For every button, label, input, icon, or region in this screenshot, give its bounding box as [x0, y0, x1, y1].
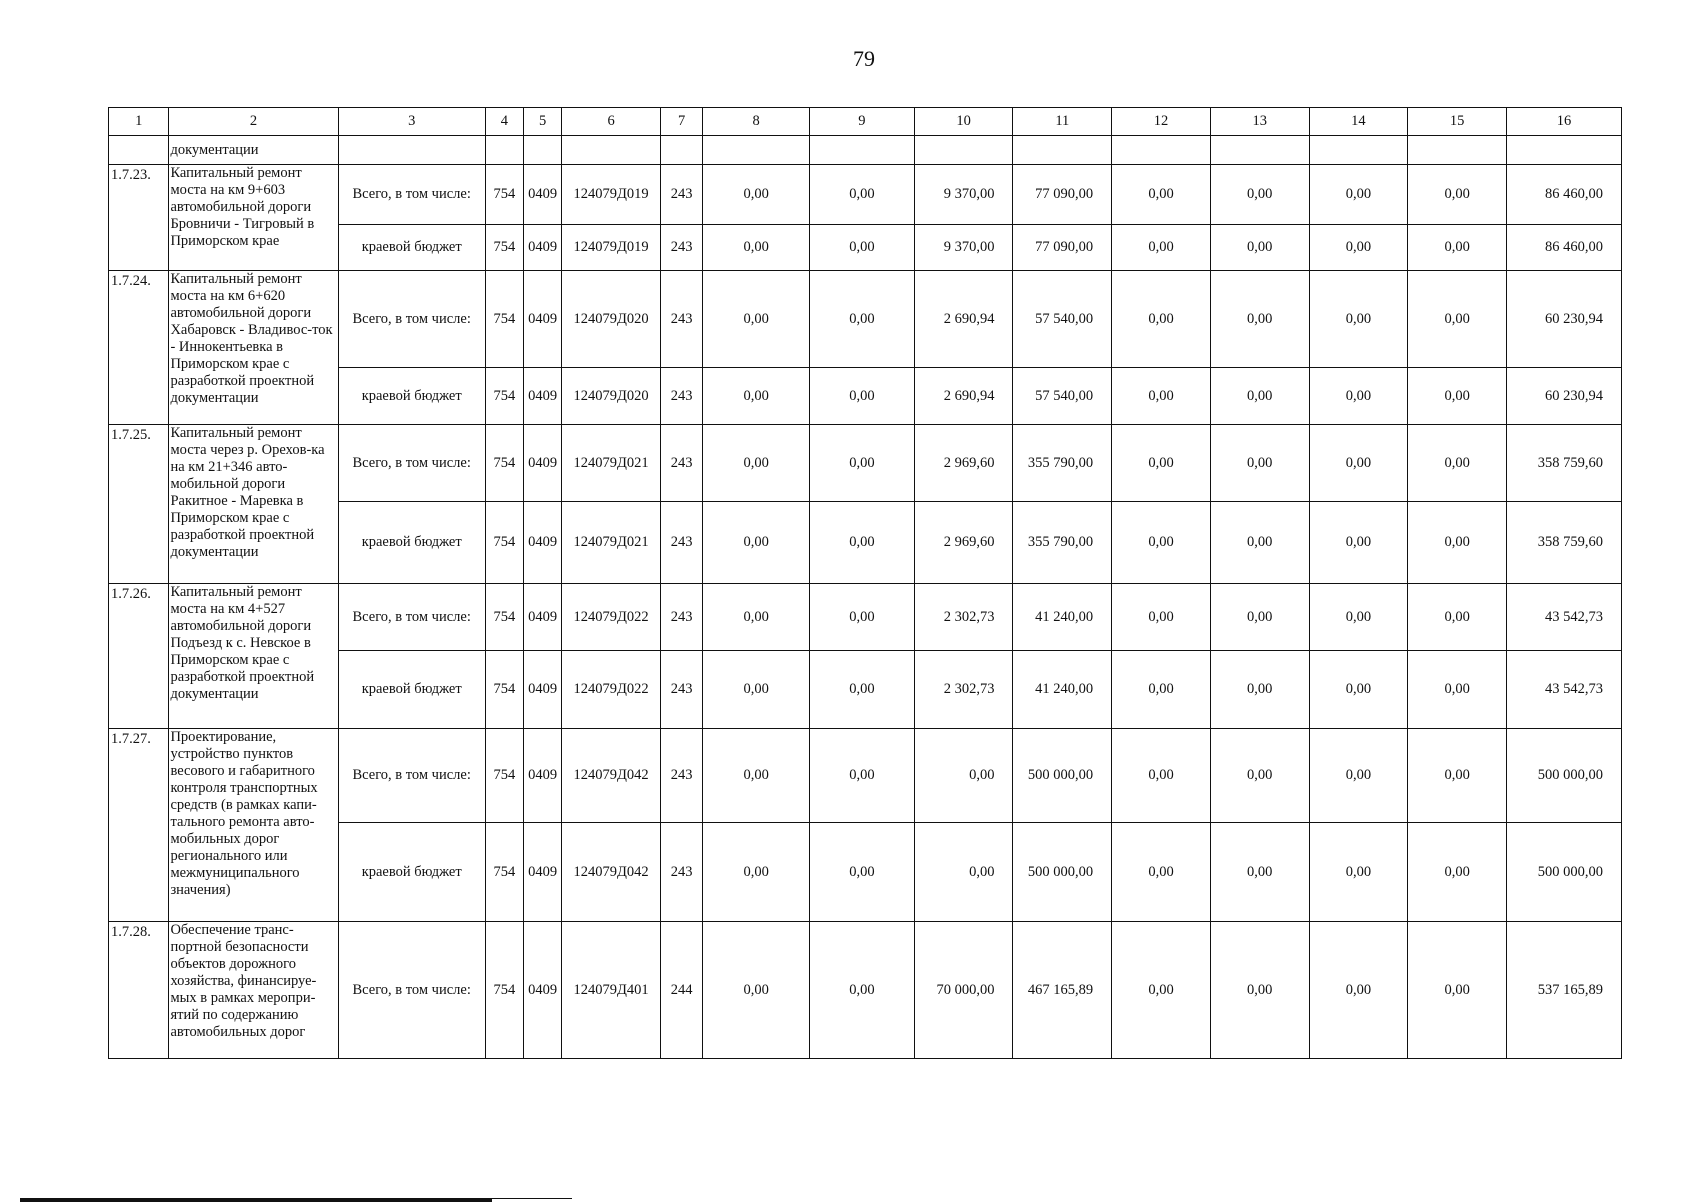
cell-c12: 0,00	[1112, 584, 1211, 651]
funding-source: краевой бюджет	[338, 368, 485, 425]
header-cell: 2	[169, 108, 338, 136]
table-row	[109, 584, 1622, 651]
funding-source: краевой бюджет	[338, 651, 485, 729]
cell-c6: 124079Д019	[562, 165, 661, 225]
cell-c7: 243	[660, 368, 702, 425]
cell-c15: 0,00	[1408, 584, 1507, 651]
cell-c4: 754	[485, 922, 523, 1059]
cell-c11: 355 790,00	[1013, 425, 1112, 502]
cell-c16: 43 542,73	[1506, 651, 1621, 729]
cell-c13: 0,00	[1210, 651, 1309, 729]
cell-c5: 0409	[523, 922, 561, 1059]
item-name: Обеспечение транс-портной безопасности объектов дорожного хозяйства, финансируе-мых в рамках меропри-ятий по содержанию автомобильных дорог	[169, 922, 338, 1059]
cell-c14: 0,00	[1309, 271, 1408, 368]
cell-c11: 77 090,00	[1013, 165, 1112, 225]
cell-c11: 500 000,00	[1013, 729, 1112, 823]
header-cell: 16	[1506, 108, 1621, 136]
cell-c10: 2 302,73	[914, 651, 1013, 729]
header-cell: 12	[1112, 108, 1211, 136]
cell-c15: 0,00	[1408, 425, 1507, 502]
cell-c12: 0,00	[1112, 165, 1211, 225]
cell-c16: 60 230,94	[1506, 271, 1621, 368]
cell-c10: 0,00	[914, 729, 1013, 823]
cell-c12: 0,00	[1112, 651, 1211, 729]
table-body	[109, 136, 1622, 1059]
cell-c12: 0,00	[1112, 225, 1211, 271]
funding-source: Всего, в том числе:	[338, 271, 485, 368]
cell-c10: 2 690,94	[914, 271, 1013, 368]
table-row	[109, 425, 1622, 502]
cell-c14: 0,00	[1309, 823, 1408, 922]
cell-c16: 500 000,00	[1506, 823, 1621, 922]
cell-c10: 2 302,73	[914, 584, 1013, 651]
cell-c10: 0,00	[914, 823, 1013, 922]
cell-c8: 0,00	[703, 165, 810, 225]
page-number: 79	[853, 46, 875, 71]
cell-c5: 0409	[523, 271, 561, 368]
cell-c7: 243	[660, 729, 702, 823]
cell-c6: 124079Д019	[562, 225, 661, 271]
cell-c12: 0,00	[1112, 425, 1211, 502]
cell-c7: 243	[660, 425, 702, 502]
cell-c11: 57 540,00	[1013, 368, 1112, 425]
cell-c4: 754	[485, 584, 523, 651]
cell-c16: 358 759,60	[1506, 425, 1621, 502]
header-cell: 1	[109, 108, 169, 136]
cell-c7: 243	[660, 502, 702, 584]
cell-c5: 0409	[523, 729, 561, 823]
cell-c8: 0,00	[703, 729, 810, 823]
cell-c15: 0,00	[1408, 651, 1507, 729]
table-row	[109, 165, 1622, 225]
cell-c4: 754	[485, 651, 523, 729]
cell-c6: 124079Д020	[562, 368, 661, 425]
cell-c7: 243	[660, 271, 702, 368]
cell-c6: 124079Д021	[562, 502, 661, 584]
footer-rule-thick	[20, 1198, 492, 1202]
cell-c9: 0,00	[810, 368, 915, 425]
cell-c6: 124079Д021	[562, 425, 661, 502]
cell-c6: 124079Д022	[562, 651, 661, 729]
cell-c9: 0,00	[810, 225, 915, 271]
cell-c11: 355 790,00	[1013, 502, 1112, 584]
cell-c14: 0,00	[1309, 651, 1408, 729]
header-cell: 3	[338, 108, 485, 136]
cell-c13: 0,00	[1210, 729, 1309, 823]
cell-c9: 0,00	[810, 165, 915, 225]
cell-c10: 70 000,00	[914, 922, 1013, 1059]
header-cell: 9	[810, 108, 915, 136]
header-cell: 7	[660, 108, 702, 136]
cell-c8: 0,00	[703, 922, 810, 1059]
cell-c9: 0,00	[810, 502, 915, 584]
cell-c5: 0409	[523, 225, 561, 271]
cell-c6: 124079Д042	[562, 729, 661, 823]
item-name: Проектирование, устройство пунктов весового и габаритного контроля транспортных средств (в рамках капи-тального ремонта авто-мобильных дорог регионального или межмуниципального значения)	[169, 729, 338, 922]
item-number: 1.7.23.	[109, 165, 169, 271]
cell-c12: 0,00	[1112, 502, 1211, 584]
cell-c14: 0,00	[1309, 729, 1408, 823]
cell-c6: 124079Д042	[562, 823, 661, 922]
cell-c10: 2 969,60	[914, 425, 1013, 502]
header-cell: 8	[703, 108, 810, 136]
cell-c14: 0,00	[1309, 165, 1408, 225]
cell-c15: 0,00	[1408, 922, 1507, 1059]
cell-c7: 244	[660, 922, 702, 1059]
cell-c8: 0,00	[703, 651, 810, 729]
cell-c15: 0,00	[1408, 271, 1507, 368]
cell-c8: 0,00	[703, 225, 810, 271]
cell-c12: 0,00	[1112, 823, 1211, 922]
cell-c5: 0409	[523, 584, 561, 651]
cell-c12: 0,00	[1112, 922, 1211, 1059]
cell-c4: 754	[485, 502, 523, 584]
header-cell: 5	[523, 108, 561, 136]
cell-c5: 0409	[523, 823, 561, 922]
cell-c15: 0,00	[1408, 502, 1507, 584]
cell-c13: 0,00	[1210, 368, 1309, 425]
cell-c6: 124079Д022	[562, 584, 661, 651]
cell-c5: 0409	[523, 502, 561, 584]
cell-c8: 0,00	[703, 271, 810, 368]
funding-source: Всего, в том числе:	[338, 584, 485, 651]
cell-c9: 0,00	[810, 729, 915, 823]
cell-c4: 754	[485, 165, 523, 225]
funding-source: Всего, в том числе:	[338, 165, 485, 225]
cell-c16: 358 759,60	[1506, 502, 1621, 584]
cell-c9: 0,00	[810, 425, 915, 502]
cell-c11: 500 000,00	[1013, 823, 1112, 922]
cell-c16: 500 000,00	[1506, 729, 1621, 823]
cell-c13: 0,00	[1210, 165, 1309, 225]
funding-source: краевой бюджет	[338, 823, 485, 922]
cell-c4: 754	[485, 823, 523, 922]
cell-c5: 0409	[523, 425, 561, 502]
item-number: 1.7.24.	[109, 271, 169, 425]
funding-source: краевой бюджет	[338, 225, 485, 271]
cell-c7: 243	[660, 584, 702, 651]
cell-c14: 0,00	[1309, 584, 1408, 651]
cell-c4: 754	[485, 729, 523, 823]
funding-source: Всего, в том числе:	[338, 729, 485, 823]
cell-c12: 0,00	[1112, 729, 1211, 823]
item-number: 1.7.28.	[109, 922, 169, 1059]
cell-c16: 537 165,89	[1506, 922, 1621, 1059]
item-number: 1.7.27.	[109, 729, 169, 922]
cell-c7: 243	[660, 225, 702, 271]
cell-c13: 0,00	[1210, 271, 1309, 368]
cell-c4: 754	[485, 425, 523, 502]
cell-c11: 41 240,00	[1013, 584, 1112, 651]
cell-c10: 2 690,94	[914, 368, 1013, 425]
cell-c14: 0,00	[1309, 225, 1408, 271]
header-cell: 10	[914, 108, 1013, 136]
cell-c5: 0409	[523, 368, 561, 425]
cell-c16: 60 230,94	[1506, 368, 1621, 425]
cell-c4: 754	[485, 225, 523, 271]
item-number: 1.7.25.	[109, 425, 169, 584]
cell-c8: 0,00	[703, 584, 810, 651]
cell-c11: 77 090,00	[1013, 225, 1112, 271]
continuation-name: документации	[169, 136, 338, 165]
cell-c16: 86 460,00	[1506, 165, 1621, 225]
item-number: 1.7.26.	[109, 584, 169, 729]
cell-c13: 0,00	[1210, 425, 1309, 502]
header-cell: 15	[1408, 108, 1507, 136]
cell-c7: 243	[660, 823, 702, 922]
cell-c6: 124079Д020	[562, 271, 661, 368]
cell-c15: 0,00	[1408, 368, 1507, 425]
cell-c8: 0,00	[703, 368, 810, 425]
header-cell: 4	[485, 108, 523, 136]
header-cell: 6	[562, 108, 661, 136]
item-name: Капитальный ремонт моста через р. Орехов-ка на км 21+346 авто-мобильной дороги Ракитное - Маревка в Приморском крае с разработкой проектной документации	[169, 425, 338, 584]
cell-c8: 0,00	[703, 502, 810, 584]
cell-c14: 0,00	[1309, 922, 1408, 1059]
cell-c16: 43 542,73	[1506, 584, 1621, 651]
item-name: Капитальный ремонт моста на км 9+603 автомобильной дороги Бровничи - Тигровый в Приморском крае	[169, 165, 338, 271]
cell-c14: 0,00	[1309, 502, 1408, 584]
cell-c15: 0,00	[1408, 225, 1507, 271]
cell-c9: 0,00	[810, 922, 915, 1059]
cell-c5: 0409	[523, 165, 561, 225]
item-name: Капитальный ремонт моста на км 6+620 автомобильной дороги Хабаровск - Владивос-ток - Иннокентьевка в Приморском крае с разработкой проектной документации	[169, 271, 338, 425]
header-cell: 14	[1309, 108, 1408, 136]
cell-c10: 9 370,00	[914, 165, 1013, 225]
funding-source: Всего, в том числе:	[338, 425, 485, 502]
cell-c8: 0,00	[703, 823, 810, 922]
cell-c11: 41 240,00	[1013, 651, 1112, 729]
table-row	[109, 271, 1622, 368]
cell-c12: 0,00	[1112, 368, 1211, 425]
table-row	[109, 922, 1622, 1059]
cell-c12: 0,00	[1112, 271, 1211, 368]
header-cell: 11	[1013, 108, 1112, 136]
funding-source: Всего, в том числе:	[338, 922, 485, 1059]
cell-c4: 754	[485, 271, 523, 368]
funding-source: краевой бюджет	[338, 502, 485, 584]
cell-c15: 0,00	[1408, 823, 1507, 922]
cell-c14: 0,00	[1309, 425, 1408, 502]
cell-c5: 0409	[523, 651, 561, 729]
table-row	[109, 729, 1622, 823]
cell-c10: 2 969,60	[914, 502, 1013, 584]
cell-c7: 243	[660, 165, 702, 225]
cell-c11: 57 540,00	[1013, 271, 1112, 368]
cell-c14: 0,00	[1309, 368, 1408, 425]
continuation-row	[109, 136, 1622, 165]
cell-c9: 0,00	[810, 271, 915, 368]
cell-c15: 0,00	[1408, 165, 1507, 225]
cell-c15: 0,00	[1408, 729, 1507, 823]
cell-c13: 0,00	[1210, 502, 1309, 584]
cell-c13: 0,00	[1210, 922, 1309, 1059]
item-name: Капитальный ремонт моста на км 4+527 автомобильной дороги Подъезд к с. Невское в Приморском крае с разработкой проектной документации	[169, 584, 338, 729]
cell-c11: 467 165,89	[1013, 922, 1112, 1059]
cell-c4: 754	[485, 368, 523, 425]
header-row	[109, 108, 1622, 136]
cell-c7: 243	[660, 651, 702, 729]
cell-c6: 124079Д401	[562, 922, 661, 1059]
cell-c9: 0,00	[810, 584, 915, 651]
cell-c13: 0,00	[1210, 225, 1309, 271]
cell-c13: 0,00	[1210, 584, 1309, 651]
cell-c9: 0,00	[810, 823, 915, 922]
cell-c13: 0,00	[1210, 823, 1309, 922]
cell-c16: 86 460,00	[1506, 225, 1621, 271]
cell-c8: 0,00	[703, 425, 810, 502]
cell-c9: 0,00	[810, 651, 915, 729]
cell-c10: 9 370,00	[914, 225, 1013, 271]
header-cell: 13	[1210, 108, 1309, 136]
budget-table	[108, 107, 1622, 1059]
